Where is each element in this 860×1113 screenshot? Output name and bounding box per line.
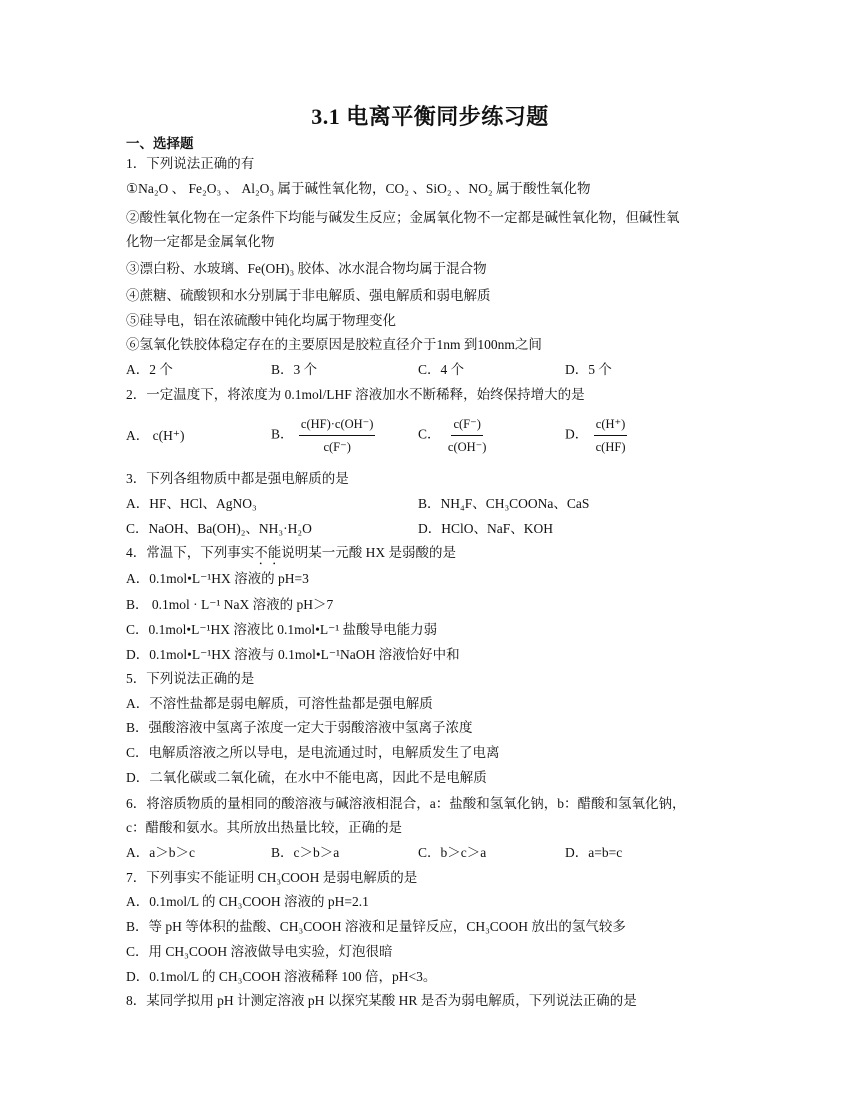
q3-option-a: A．HF、HCl、AgNO₃ (126, 496, 257, 511)
q2-option-b-denominator: c(F⁻) (323, 440, 351, 454)
q2-option-b-fraction (299, 414, 376, 457)
q6-stem-line-2: c：醋酸和氨水。其所放出热量比较，正确的是 (126, 820, 402, 835)
q4-stem-emphasis: 不能 (254, 545, 282, 560)
q2-option-c-denominator: c(OH⁻) (447, 440, 487, 454)
q5-option-c: C．电解质溶液之所以导电，是电流通过时，电解质发生了电离 (126, 745, 500, 760)
q1-option-d: D．5 个 (565, 362, 612, 377)
q2-option-c-numerator: c(F⁻) (451, 414, 482, 436)
q2-option-a-expression: c(H⁺) (152, 428, 185, 443)
q4-stem-prefix: 4．常温下，下列事实 (126, 545, 255, 560)
q1-statement-6: ⑥氢氧化铁胶体稳定存在的主要原因是胶粒直径介于1nm 到100nm之间 (126, 337, 542, 352)
q1-option-b: B．3 个 (271, 362, 318, 377)
q2-option-b-label: B． (271, 426, 294, 442)
q1-statement-5: ⑤硅导电，铝在浓硫酸中钝化均属于物理变化 (126, 313, 396, 328)
q7-stem: 7．下列事实不能证明 CH₃COOH 是弱电解质的是 (126, 870, 418, 885)
q3-stem: 3．下列各组物质中都是强电解质的是 (126, 471, 349, 486)
q1-statement-4: ④蔗糖、硫酸钡和水分别属于非电解质、强电解质和弱电解质 (126, 288, 491, 303)
q4-option-a: A．0.1mol•L⁻¹HX 溶液的 pH=3 (126, 571, 309, 586)
q5-option-d: D．二氧化碳或二氧化硫，在水中不能电离，因此不是电解质 (126, 770, 487, 785)
q7-option-d: D．0.1mol/L 的 CH₃COOH 溶液稀释 100 倍，pH<3。 (126, 969, 437, 984)
q2-option-a-label: A． (126, 428, 150, 443)
q2-stem: 2．一定温度下，将浓度为 0.1mol/LHF 溶液加水不断稀释，始终保持增大的是 (126, 387, 585, 402)
q6-option-c: C．b＞c＞a (418, 845, 487, 860)
q5-stem: 5．下列说法正确的是 (126, 671, 255, 686)
q5-option-a: A．不溶性盐都是弱电解质，可溶性盐都是强电解质 (126, 696, 433, 711)
q3-option-c: C．NaOH、Ba(OH)₂、NH₃·H₂O (126, 521, 312, 536)
q2-option-c-fraction (446, 414, 489, 457)
q3-option-d: D．HClO、NaF、KOH (418, 521, 553, 536)
q7-option-b: B．等 pH 等体积的盐酸、CH₃COOH 溶液和足量锌反应，CH₃COOH 放出的氢气较多 (126, 919, 626, 934)
section-heading: 一、选择题 (126, 136, 194, 151)
q2-option-a (126, 426, 184, 446)
q1-statement-2b: 化物一定都是金属氧化物 (126, 234, 275, 249)
q2-option-d-label: D． (565, 426, 589, 442)
q7-option-a: A．0.1mol/L 的 CH₃COOH 溶液的 pH=2.1 (126, 894, 369, 909)
q2-option-d-denominator: c(HF) (595, 440, 626, 454)
page-title: 3.1 电离平衡同步练习题 (311, 104, 549, 129)
q1-statement-3: ③漂白粉、水玻璃、Fe(OH)₃ 胶体、冰水混合物均属于混合物 (126, 261, 487, 276)
q6-option-b: B．c＞b＞a (271, 845, 340, 860)
q1-statement-2a: ②酸性氧化物在一定条件下均能与碱发生反应；金属氧化物不一定都是碱性氧化物，但碱性氧 (126, 210, 680, 225)
q2-option-b (271, 414, 377, 457)
q2-option-b-numerator: c(HF)·c(OH⁻) (299, 414, 376, 436)
q1-option-a: A．2 个 (126, 362, 173, 377)
q2-option-d-numerator: c(H⁺) (594, 414, 628, 436)
q2-option-c-label: C． (418, 426, 441, 442)
q1-stem: 1．下列说法正确的有 (126, 156, 255, 171)
q2-option-c (418, 414, 490, 457)
q4-option-d: D．0.1mol•L⁻¹HX 溶液与 0.1mol•L⁻¹NaOH 溶液恰好中和 (126, 647, 460, 662)
q3-option-b: B．NH₄F、CH₃COONa、CaS (418, 496, 590, 511)
q6-stem-line-1: 6．将溶质物质的量相同的酸溶液与碱溶液相混合，a：盐酸和氢氧化钠，b：醋酸和氢氧化钠， (126, 796, 686, 811)
q8-stem: 8．某同学拟用 pH 计测定溶液 pH 以探究某酸 HR 是否为弱电解质，下列说法正确的是 (126, 993, 637, 1008)
q2-option-d (565, 414, 629, 457)
q4-option-c: C．0.1mol•L⁻¹HX 溶液比 0.1mol•L⁻¹ 盐酸导电能力弱 (126, 622, 438, 637)
q4-stem (126, 543, 740, 568)
q5-option-b: B．强酸溶液中氢离子浓度一定大于弱酸溶液中氢离子浓度 (126, 720, 473, 735)
q6-option-d: D．a=b=c (565, 845, 623, 860)
q1-statement-1: ①Na₂O 、 Fe₂O₃ 、 Al₂O₃ 属于碱性氧化物，CO₂ 、SiO₂ 、NO₂ 属于酸性氧化物 (126, 181, 591, 196)
q4-stem-suffix: 说明某一元酸 HX 是弱酸的是 (281, 545, 456, 560)
q2-option-d-fraction (594, 414, 628, 457)
q1-option-c: C．4 个 (418, 362, 465, 377)
q4-option-b: B． 0.1mol · L⁻¹ NaX 溶液的 pH＞7 (126, 597, 334, 612)
q7-option-c: C．用 CH₃COOH 溶液做导电实验，灯泡很暗 (126, 944, 393, 959)
q6-option-a: A．a＞b＞c (126, 845, 195, 860)
